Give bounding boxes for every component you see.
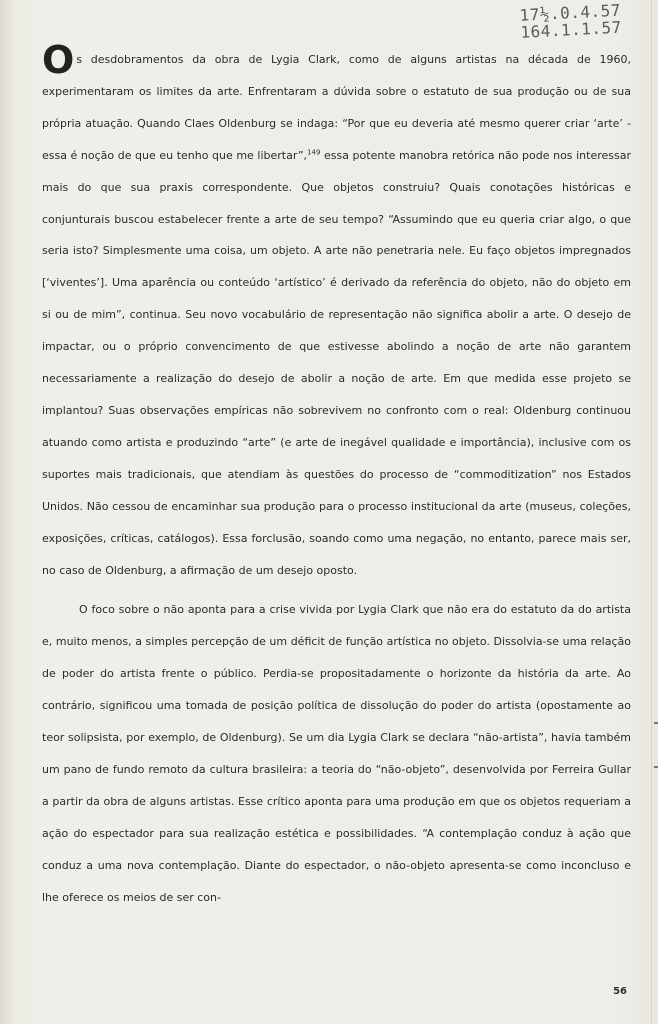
handwritten-note-line: 164.1.1.57 xyxy=(520,17,623,42)
drop-cap: O xyxy=(42,38,75,82)
paragraph-text: essa potente manobra retórica não pode nos interessar mais do que sua praxis correspondente. Que objetos construiu? Quais conotações históricas e conjunturais buscou estabelecer frente a arte de seu tempo? “Assumindo que eu queria criar algo, o que seria isto? Simplesmente uma coisa, um objeto. A arte não penetraria nele. Eu faço objetos impregnados [‘viventes’]. Uma aparência ou conteúdo ‘artístico’ é derivado da referência do objeto, não do objeto em si ou de mim”, continua. Seu novo vocabulário de representação não significa abolir a arte. O desejo de impactar, ou o próprio convencimento de que estivesse abolindo a noção de arte não garantem necessariamente a realização do desejo de abolir a noção de arte. Em que medida esse projeto se implantou? Suas observações empíricas não sobrevivem no confronto com o real: Oldenburg continuou atuando como artista e produzindo “arte” (e arte de inegável qualidade e importância), inclusive com os suportes mais tradicionais, que atendiam às questões do processo de “commoditization” nos Estados Unidos. Não cessou de encaminhar sua produção para o processo institucional da arte (museus, coleções, exposições, críticas, catálogos). Essa forclusão, soando como uma negação, no entanto, parece mais ser, no caso de Oldenburg, a afirmação de um desejo oposto. xyxy=(42,148,631,577)
footnote-reference: 149 xyxy=(307,148,321,157)
paragraph-2: O foco sobre o não aponta para a crise vivida por Lygia Clark que não era do estatuto da do artista e, muito menos, a simples percepção de um déficit de função artística no objeto. Dissolvia-se uma relação de poder do artista frente o público. Perdia-se propositadamente o horizonte da história da arte. Ao contrário, significou uma tomada de posição política de dissolução do poder do artista (opostamente ao teor solipsista, por exemplo, de Oldenburg). Se um dia Lygia Clark se declara “não-artista”, havia também um pano de fundo remoto da cultura brasileira: a teoria do “não-objeto”, desenvolvida por Ferreira Gullar a partir da obra de alguns artistas. Esse crítico aponta para uma produção em que os objetos requeriam a ação do espectador para sua realização estética e possibilidades. “A contemplação conduz à ação que conduz a uma nova contemplação. Diante do espectador, o não-objeto apresenta-se como inconcluso e lhe oferece os meios de ser con- xyxy=(42,603,631,904)
handwritten-note xyxy=(519,1,631,41)
paragraph-text: s desdobramentos da obra de Lygia Clark, como de alguns artistas na década de 1960, experimentaram os limites da arte. Enfrentaram a dúvida sobre o estatuto de sua produção ou de sua própria atuação. Quando Claes Oldenburg se indaga: “Por que eu deveria até mesmo querer criar ‘arte’ - essa é noção de que eu tenho que me libertar”, xyxy=(42,53,631,162)
handwritten-note-line: 17½.0.4.57 xyxy=(519,0,622,25)
margin-tick xyxy=(654,766,658,768)
margin-tick xyxy=(654,722,658,724)
paragraph-1 xyxy=(42,38,631,586)
body-text xyxy=(42,38,631,913)
page-edge xyxy=(651,0,652,1024)
page-number: 56 xyxy=(613,986,627,997)
